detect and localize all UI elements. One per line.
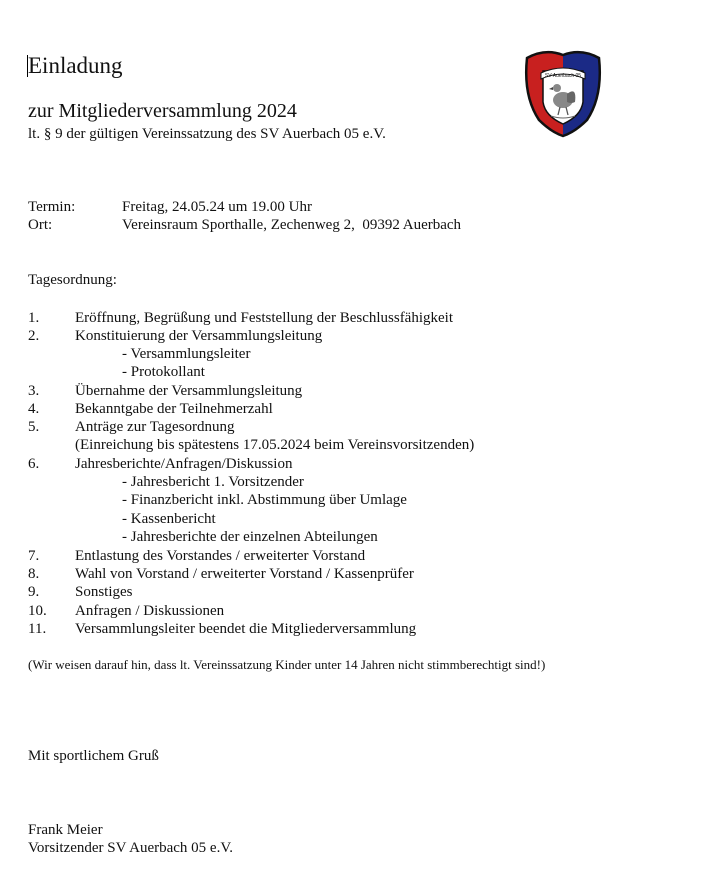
agenda-item-text: Anträge zur Tagesordnung xyxy=(75,419,235,435)
agenda-subitem: - Jahresberichte der einzelnen Abteilungen xyxy=(122,529,378,545)
crest-banner-text: SV Auerbach 05 xyxy=(544,73,582,79)
agenda-item-number: 6. xyxy=(28,456,40,472)
agenda-heading: Tagesordnung: xyxy=(28,272,117,288)
agenda-item-text: Anfragen / Diskussionen xyxy=(75,603,225,619)
agenda-item-number: 4. xyxy=(28,401,40,417)
agenda-item-number: 2. xyxy=(28,328,40,344)
date-value: Freitag, 24.05.24 um 19.00 Uhr xyxy=(122,199,312,215)
agenda-subitem: - Versammlungsleiter xyxy=(122,346,251,362)
closing-greeting: Mit sportlichem Gruß xyxy=(28,748,159,764)
agenda-item-number: 5. xyxy=(28,419,40,435)
agenda-item-text: Konstituierung der Versammlungsleitung xyxy=(75,328,323,344)
voting-notice: (Wir weisen darauf hin, dass lt. Vereinssatzung Kinder unter 14 Jahren nicht stimmberechtigt sind!) xyxy=(28,657,546,672)
agenda-subitem: - Jahresbericht 1. Vorsitzender xyxy=(122,474,304,490)
place-label: Ort: xyxy=(28,217,53,233)
agenda-subitem: - Finanzbericht inkl. Abstimmung über Umlage xyxy=(122,492,407,508)
crest-bird-head xyxy=(553,84,561,92)
agenda-item-number: 8. xyxy=(28,566,40,582)
agenda-item-text: Übernahme der Versammlungsleitung xyxy=(75,383,303,399)
agenda-item-text: Entlastung des Vorstandes / erweiterter Vorstand xyxy=(75,548,366,564)
agenda-item-text: Jahresberichte/Anfragen/Diskussion xyxy=(75,456,293,472)
agenda-item-number: 7. xyxy=(28,548,40,564)
agenda-subitem: - Kassenbericht xyxy=(122,511,216,527)
agenda-item-number: 1. xyxy=(28,310,40,326)
agenda-item-note: (Einreichung bis spätestens 17.05.2024 beim Vereinsvorsitzenden) xyxy=(75,437,475,453)
agenda-item-number: 9. xyxy=(28,584,40,600)
agenda-item-number: 10. xyxy=(28,603,47,619)
agenda-item-text: Wahl von Vorstand / erweiterter Vorstand / Kassenprüfer xyxy=(75,566,414,582)
agenda-item-number: 3. xyxy=(28,383,40,399)
agenda-item-number: 11. xyxy=(28,621,47,637)
page-title: Einladung xyxy=(28,53,123,78)
date-label: Termin: xyxy=(28,199,76,215)
place-value: Vereinsraum Sporthalle, Zechenweg 2, 09392 Auerbach xyxy=(122,217,462,233)
agenda-item-text: Eröffnung, Begrüßung und Feststellung der Beschlussfähigkeit xyxy=(75,310,454,326)
page-subtitle: zur Mitgliederversammlung 2024 xyxy=(28,100,297,122)
agenda-item-text: Sonstiges xyxy=(75,584,133,600)
club-crest-logo xyxy=(523,46,603,138)
agenda-item-text: Versammlungsleiter beendet die Mitgliederversammlung xyxy=(75,621,417,637)
agenda-item-text: Bekanntgabe der Teilnehmerzahl xyxy=(75,401,273,417)
agenda-subitem: - Protokollant xyxy=(122,364,205,380)
legal-reference: lt. § 9 der gültigen Vereinssatzung des SV Auerbach 05 e.V. xyxy=(28,126,386,142)
signatory-role: Vorsitzender SV Auerbach 05 e.V. xyxy=(28,840,233,856)
signatory-name: Frank Meier xyxy=(28,822,103,838)
